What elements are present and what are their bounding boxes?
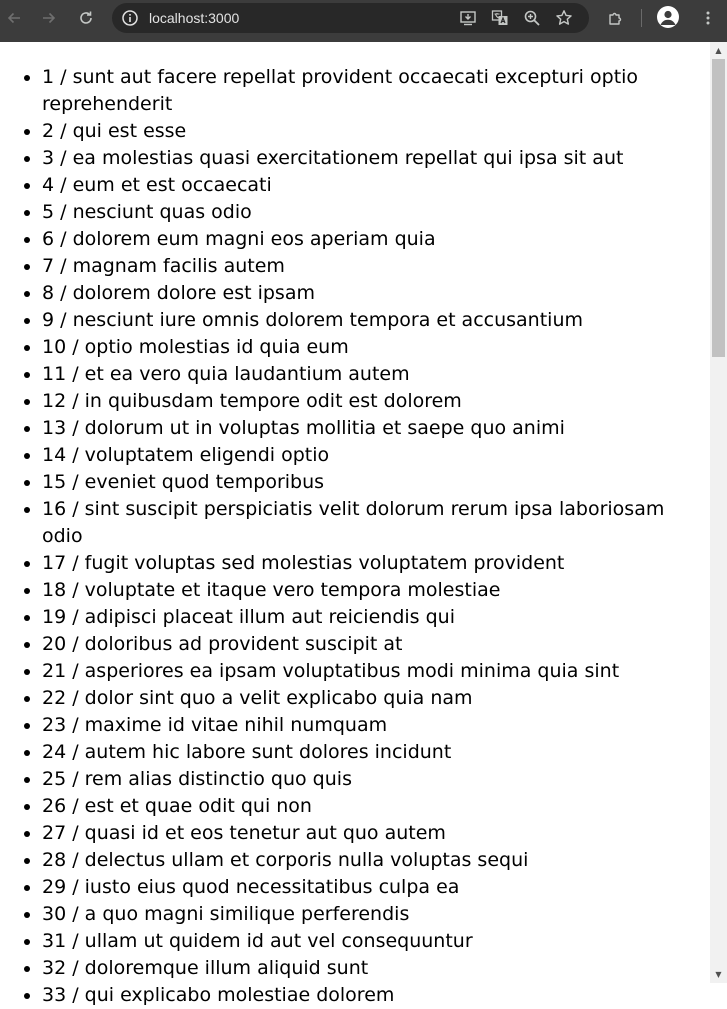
list-item: • 25 / rem alias distinctio quo quis [42, 766, 682, 793]
reload-icon [78, 10, 94, 26]
kebab-menu-icon [700, 10, 716, 26]
extensions-icon [608, 10, 624, 26]
zoom-icon[interactable] [523, 9, 541, 27]
browser-toolbar [0, 0, 727, 42]
list-item: • 16 / sint suscipit perspiciatis velit dolorum rerum ipsa laboriosam odio [42, 496, 682, 550]
list-item: • 3 / ea molestias quasi exercitationem repellat qui ipsa sit aut [42, 145, 682, 172]
list-item: • 10 / optio molestias id quia eum [42, 334, 682, 361]
list-item: • 14 / voluptatem eligendi optio [42, 442, 682, 469]
list-item: • 33 / qui explicabo molestiae dolorem [42, 982, 682, 1009]
list-item: • 26 / est et quae odit qui non [42, 793, 682, 820]
list-item: • 29 / iusto eius quod necessitatibus culpa ea [42, 874, 682, 901]
url-text[interactable]: localhost:3000 [149, 10, 240, 26]
list-item: • 20 / doloribus ad provident suscipit at [42, 631, 682, 658]
address-bar[interactable] [112, 3, 589, 33]
scroll-up-icon[interactable]: ▲ [715, 46, 722, 55]
list-item: • 31 / ullam ut quidem id aut vel consequuntur [42, 928, 682, 955]
list-item: • 27 / quasi id et eos tenetur aut quo autem [42, 820, 682, 847]
list-item: • 24 / autem hic labore sunt dolores incidunt [42, 739, 682, 766]
list-item: • 4 / eum et est occaecati [42, 172, 682, 199]
list-item: • 23 / maxime id vitae nihil numquam [42, 712, 682, 739]
list-item: • 1 / sunt aut facere repellat provident occaecati excepturi optio reprehenderit [42, 64, 682, 118]
list-item: • 12 / in quibusdam tempore odit est dolorem [42, 388, 682, 415]
profile-icon [657, 6, 679, 28]
list-item: • 2 / qui est esse [42, 118, 682, 145]
list-item: • 19 / adipisci placeat illum aut reiciendis qui [42, 604, 682, 631]
scroll-down-icon[interactable]: ▼ [715, 970, 722, 979]
list-item: • 8 / dolorem dolore est ipsam [42, 280, 682, 307]
post-list [0, 64, 682, 1009]
list-item: • 30 / a quo magni similique perferendis [42, 901, 682, 928]
scroll-thumb[interactable] [712, 59, 725, 357]
list-item: • 17 / fugit voluptas sed molestias voluptatem provident [42, 550, 682, 577]
install-app-icon[interactable] [459, 9, 477, 27]
back-arrow-icon [6, 10, 22, 26]
translate-icon[interactable] [491, 9, 509, 27]
back-button[interactable] [1, 5, 27, 31]
site-info-icon[interactable] [121, 9, 139, 27]
list-item: • 32 / doloremque illum aliquid sunt [42, 955, 682, 982]
list-item: • 18 / voluptate et itaque vero tempora molestiae [42, 577, 682, 604]
toolbar-separator [641, 9, 642, 27]
list-item: • 7 / magnam facilis autem [42, 253, 682, 280]
list-item: • 11 / et ea vero quia laudantium autem [42, 361, 682, 388]
forward-arrow-icon [41, 10, 57, 26]
reload-button[interactable] [73, 5, 99, 31]
extensions-button[interactable] [603, 5, 629, 31]
list-item: • 6 / dolorem eum magni eos aperiam quia [42, 226, 682, 253]
list-item: • 28 / delectus ullam et corporis nulla voluptas sequi [42, 847, 682, 874]
list-item: • 13 / dolorum ut in voluptas mollitia et saepe quo animi [42, 415, 682, 442]
list-item: • 5 / nesciunt quas odio [42, 199, 682, 226]
profile-button[interactable] [657, 6, 679, 28]
list-item: • 15 / eveniet quod temporibus [42, 469, 682, 496]
page-content [0, 42, 710, 1006]
list-item: • 21 / asperiores ea ipsam voluptatibus modi minima quia sint [42, 658, 682, 685]
vertical-scrollbar[interactable] [710, 42, 727, 983]
list-item: • 9 / nesciunt iure omnis dolorem tempora et accusantium [42, 307, 682, 334]
list-item: • 22 / dolor sint quo a velit explicabo quia nam [42, 685, 682, 712]
menu-button[interactable] [695, 5, 721, 31]
star-icon[interactable] [555, 9, 573, 27]
forward-button[interactable] [36, 5, 62, 31]
